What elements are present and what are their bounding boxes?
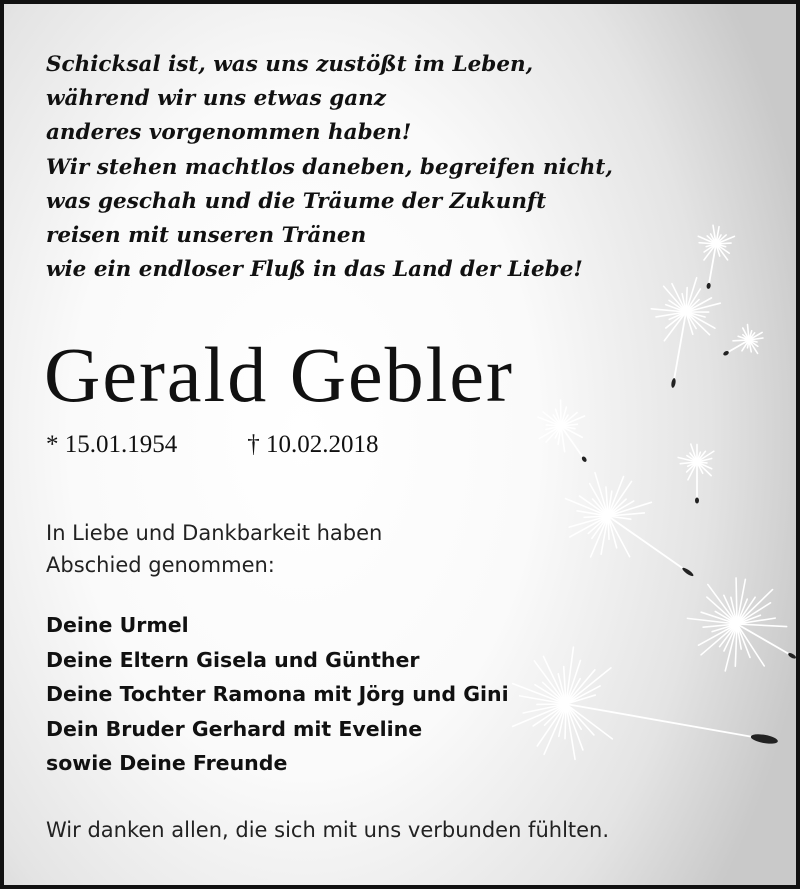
poem-line: was geschah und die Träume der Zukunft xyxy=(46,188,547,214)
poem-line: reisen mit unseren Tränen xyxy=(46,223,367,249)
dandelion-seed xyxy=(566,473,695,578)
mourner-entry: Deine Tochter Ramona mit Jörg und Gini xyxy=(46,682,509,706)
dandelion-seed xyxy=(698,225,734,289)
poem xyxy=(46,48,613,287)
mourners-list xyxy=(46,608,509,781)
poem-line: während wir uns etwas ganz xyxy=(46,86,387,112)
poem-line: anderes vorgenommen haben! xyxy=(46,120,412,146)
death-date: † 10.02.2018 xyxy=(247,431,379,458)
farewell-intro xyxy=(46,517,382,581)
poem-line: wie ein endloser Fluß in das Land der Liebe! xyxy=(46,257,583,283)
life-dates xyxy=(46,429,379,461)
intro-line: Abschied genommen: xyxy=(46,553,275,577)
dandelion-seed xyxy=(687,578,796,671)
dandelion-seed xyxy=(538,400,588,463)
intro-line: In Liebe und Dankbarkeit haben xyxy=(46,521,383,545)
birth-date: * 15.01.1954 xyxy=(46,431,178,458)
dandelion-seed xyxy=(513,647,779,759)
thanks-note: Wir danken allen, die sich mit uns verbunden fühlten. xyxy=(46,818,610,842)
poem-line: Wir stehen machtlos daneben, begreifen nicht, xyxy=(46,154,613,180)
mourner-entry: Deine Eltern Gisela und Günther xyxy=(46,647,420,672)
mourner-entry: sowie Deine Freunde xyxy=(46,751,288,775)
poem-line: Schicksal ist, was uns zustößt im Leben, xyxy=(46,52,534,77)
dandelion-seed xyxy=(678,444,714,503)
deceased-name: Gerald Gebler xyxy=(44,331,514,418)
mourner-entry: Deine Urmel xyxy=(46,613,189,637)
mourner-entry: Dein Bruder Gerhard mit Eveline xyxy=(46,716,423,741)
dandelion-seed xyxy=(722,325,762,357)
dandelion-seed xyxy=(651,278,720,388)
